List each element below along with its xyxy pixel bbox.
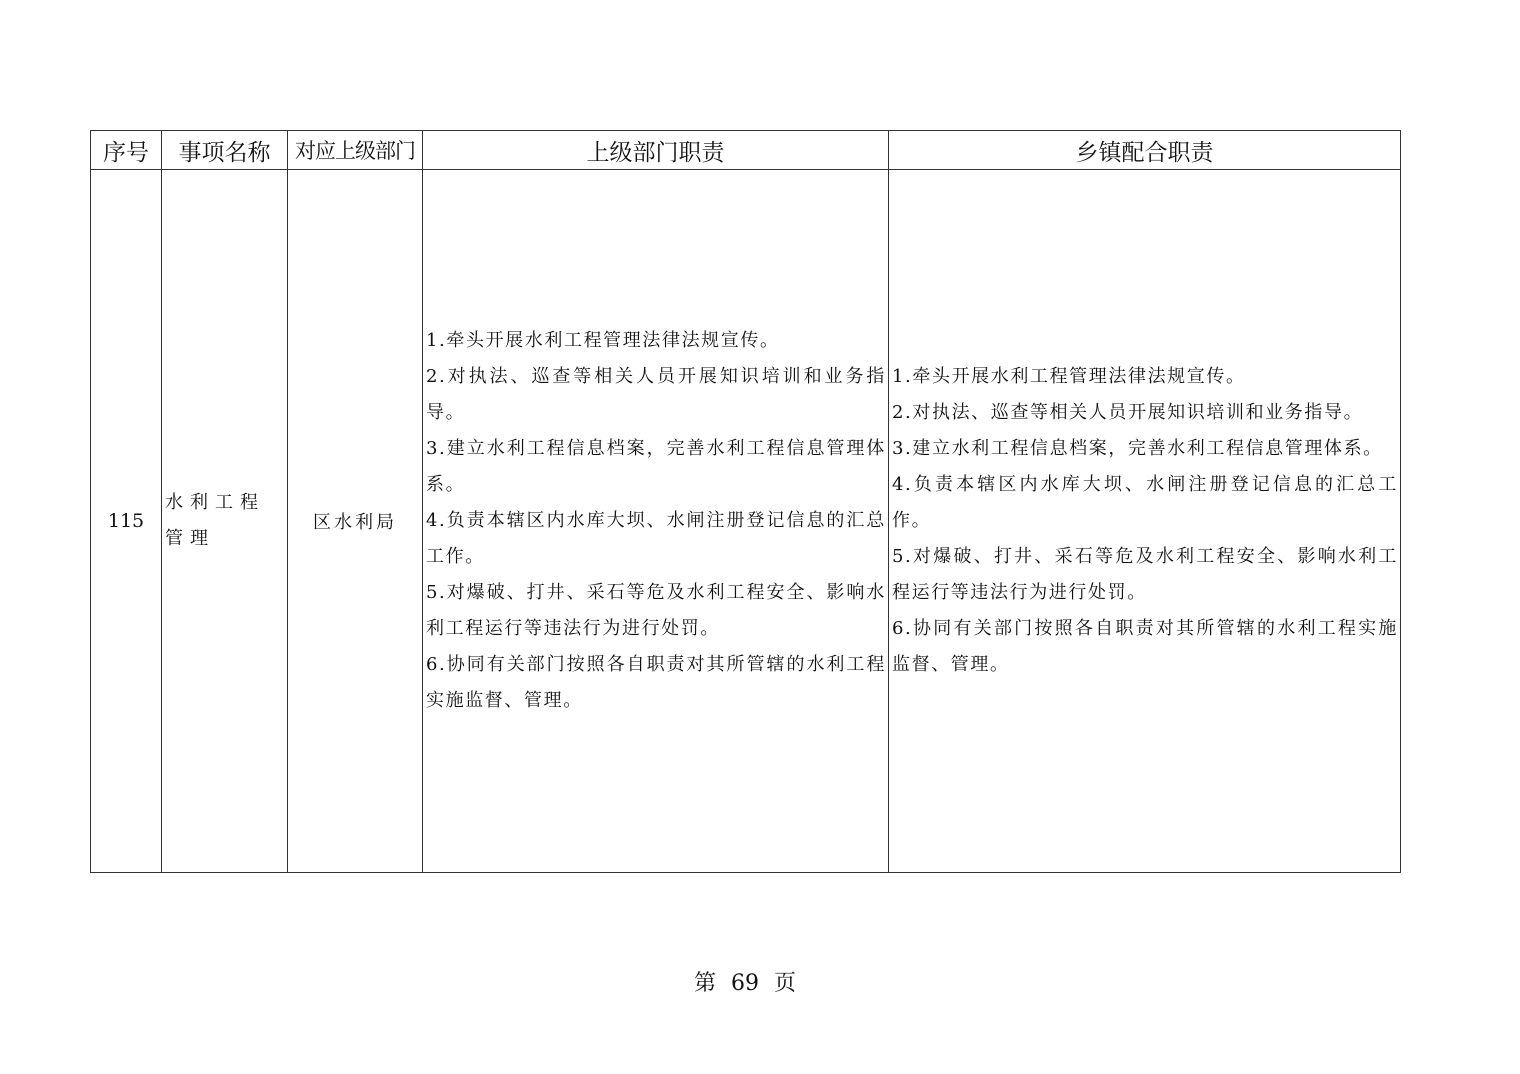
header-superior-duties: 上级部门职责 — [423, 131, 889, 170]
header-superior-dept: 对应上级部门 — [288, 131, 423, 170]
township-duty-item: 1.牵头开展水利工程管理法律法规宣传。 — [892, 366, 1246, 387]
page-number: 第 69 页 — [694, 971, 796, 996]
township-duty-item: 5.对爆破、打井、采石等危及水利工程安全、影响水利工程运行等违法行为进行处罚。 — [892, 546, 1398, 603]
header-item-name: 事项名称 — [162, 131, 288, 170]
superior-duty-item: 1.牵头开展水利工程管理法律法规宣传。 — [426, 330, 780, 351]
header-index: 序号 — [91, 131, 162, 170]
row-superior-duties — [423, 170, 889, 873]
superior-duty-item: 3.建立水利工程信息档案，完善水利工程信息管理体系。 — [426, 438, 886, 495]
duty-table — [90, 130, 1401, 873]
header-township-duties: 乡镇配合职责 — [889, 131, 1401, 170]
superior-duty-item: 6.协同有关部门按照各自职责对其所管辖的水利工程实施监督、管理。 — [426, 654, 886, 711]
township-duty-item: 6.协同有关部门按照各自职责对其所管辖的水利工程实施监督、管理。 — [892, 618, 1398, 675]
superior-duty-item: 4.负责本辖区内水库大坝、水闸注册登记信息的汇总工作。 — [426, 510, 886, 567]
superior-duty-item: 5.对爆破、打井、采石等危及水利工程安全、影响水利工程运行等违法行为进行处罚。 — [426, 582, 886, 639]
superior-duty-item: 2.对执法、巡查等相关人员开展知识培训和业务指导。 — [426, 366, 886, 423]
row-superior-dept: 区水利局 — [288, 170, 423, 873]
row-township-duties — [889, 170, 1401, 873]
township-duty-item: 3.建立水利工程信息档案，完善水利工程信息管理体系。 — [892, 438, 1383, 459]
row-item-name: 水利工程管理 — [162, 170, 288, 873]
row-index: 115 — [91, 170, 162, 873]
township-duty-item: 4.负责本辖区内水库大坝、水闸注册登记信息的汇总工作。 — [892, 474, 1398, 531]
table-header-row — [91, 131, 1401, 170]
township-duty-item: 2.对执法、巡查等相关人员开展知识培训和业务指导。 — [892, 402, 1364, 423]
table-row — [91, 170, 1401, 873]
